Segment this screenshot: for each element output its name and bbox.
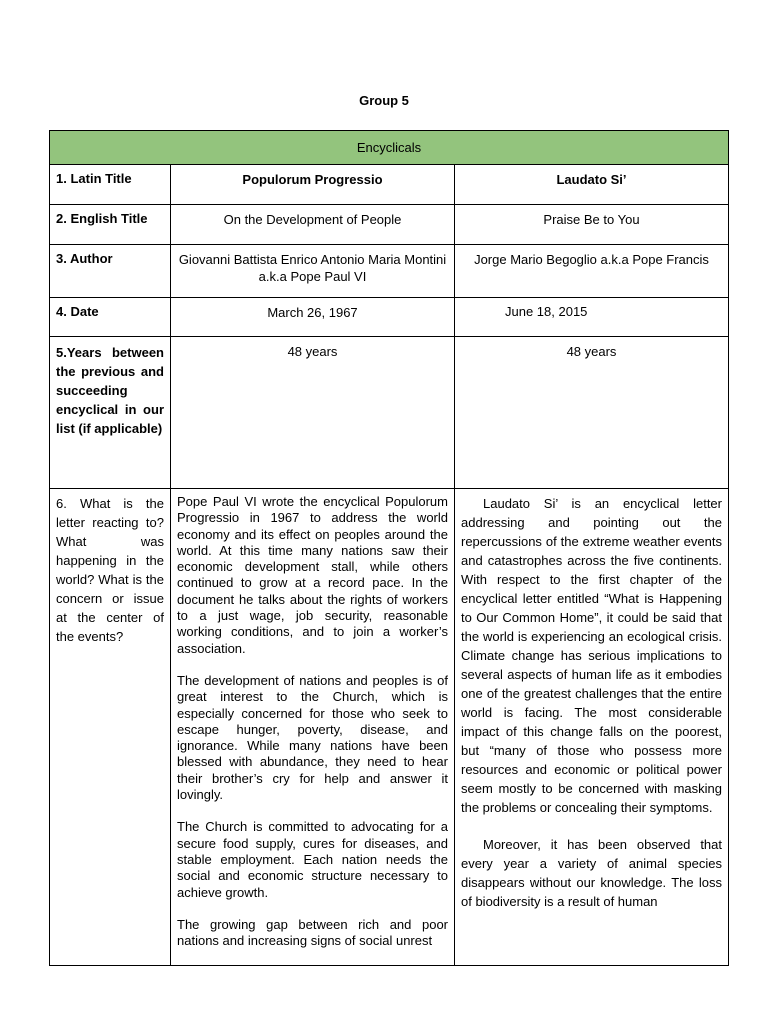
answer-a-paragraph: The Church is committed to advocating for a secure food supply, cures for diseases, and stable employment. Each nation needs the social and economic structure necessary to achieve growth. [177,819,448,900]
years-a: 48 years [171,337,455,489]
table-row [50,489,729,966]
row-label: 4. Date [50,298,171,337]
table-header: Encyclicals [50,131,729,165]
author-a: Giovanni Battista Enrico Antonio Maria Montini a.k.a Pope Paul VI [171,245,455,298]
answer-a [171,489,455,966]
latin-title-a: Populorum Progressio [171,165,455,205]
date-a: March 26, 1967 [171,298,455,337]
table-row [50,165,729,205]
encyclicals-table [49,130,729,966]
table-row [50,298,729,337]
answer-b-paragraph: Laudato Si’ is an encyclical letter addressing and pointing out the repercussions of the extreme weather events and catastrophes across the five continents. With respect to the first chapter of the encyclical letter entitled “What is Happening to Our Common Home”, it could be said that the world is experiencing an ecological crisis. Climate change has serious implications to several aspects of human life as it embodies one of the greatest challenges that the entire world is facing. The most considerable impact of this change falls on the poorest, but “many of those who possess more resources and economic or political power seem mostly to be concerned with masking the problems or concealing their symptoms. [461,496,722,815]
table-row [50,245,729,298]
row-label: 6. What is the letter reacting to? What was happening in the world? What is the concern or issue at the center of the events? [50,489,171,966]
english-title-b: Praise Be to You [455,205,729,245]
answer-b [455,489,729,966]
author-b: Jorge Mario Begoglio a.k.a Pope Francis [455,245,729,298]
answer-a-paragraph: The development of nations and peoples is of great interest to the Church, which is especially concerned for those who seek to escape hunger, poverty, disease, and ignorance. While many nations have been blessed with abundance, they need to hear their brother’s cry for help and answer it lovingly. [177,672,448,803]
latin-title-b: Laudato Si’ [455,165,729,205]
row-label: 2. English Title [50,205,171,245]
table-row [50,337,729,489]
answer-a-paragraph: The growing gap between rich and poor nations and increasing signs of social unrest [177,916,448,949]
table-row [50,205,729,245]
page-title: Group 5 [359,93,409,108]
row-label: 5.Years between the previous and succeeding encyclical in our list (if applicable) [50,337,171,489]
years-b: 48 years [455,337,729,489]
row-label: 3. Author [50,245,171,298]
table-header-row [50,131,729,165]
row-label: 1. Latin Title [50,165,171,205]
date-b: June 18, 2015 [455,298,729,337]
answer-a-paragraph: Pope Paul VI wrote the encyclical Populorum Progressio in 1967 to address the world economy and its effect on peoples around the world. At this time many nations saw their economic development stall, while others continued to grow at a record pace. In the document he talks about the rights of workers to a just wage, job security, reasonable working conditions, and to join a worker’s association. [177,494,448,656]
answer-b-paragraph: Moreover, it has been observed that every year a variety of animal species disappears without our knowledge. The loss of biodiversity is a result of human [461,837,722,909]
english-title-a: On the Development of People [171,205,455,245]
